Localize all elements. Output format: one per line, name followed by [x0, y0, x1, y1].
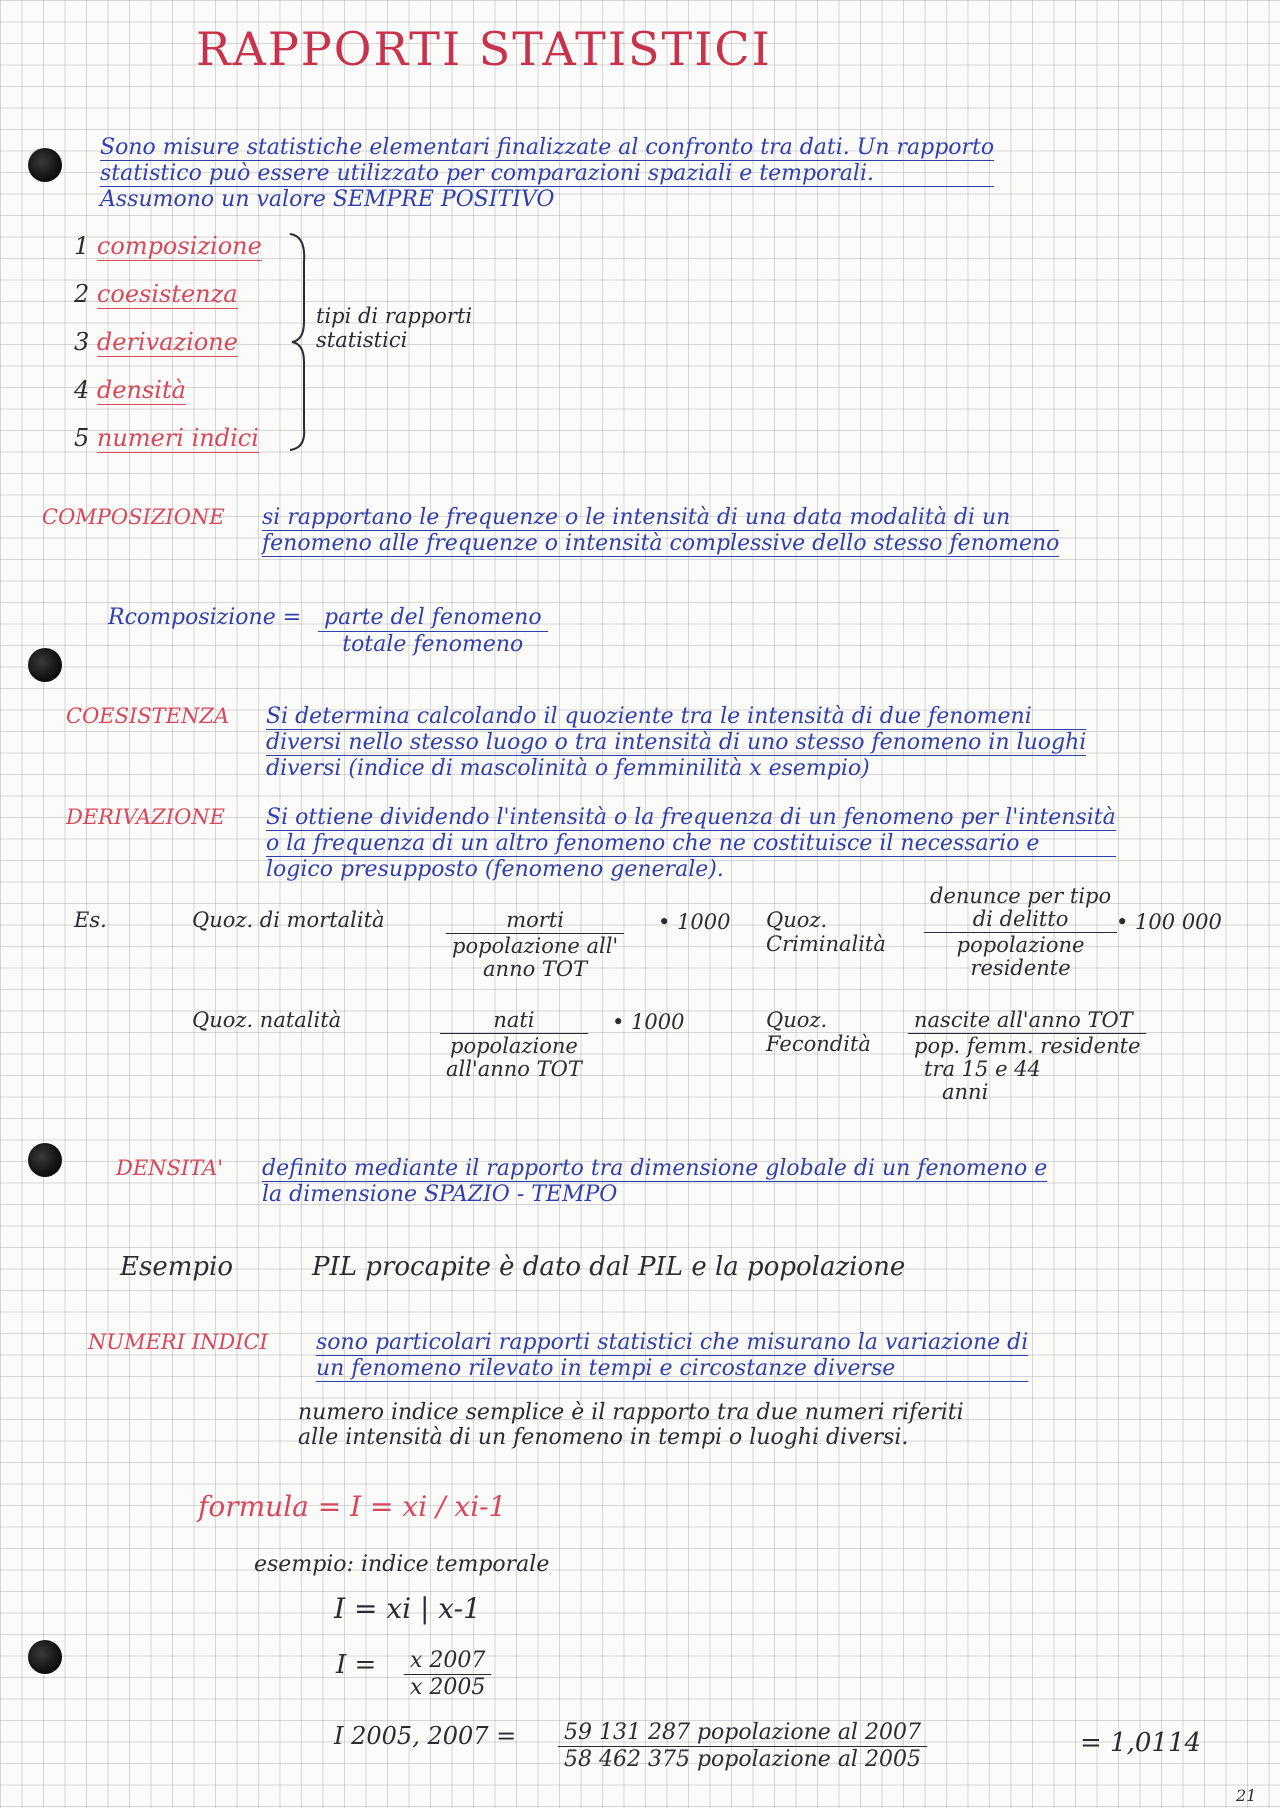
mortalita-fraction: morti popolazione all' anno TOT: [446, 908, 624, 980]
binder-hole: [28, 1143, 62, 1177]
fecondita-fraction: nascite all'anno TOT pop. femm. residente tra 15 e 44 anni: [908, 1008, 1146, 1103]
mortalita-label: Quoz. di mortalità: [192, 908, 385, 932]
intro-line: statistico può essere utilizzato per comparazioni spaziali e temporali.: [100, 161, 994, 187]
list-item-label: densità: [96, 376, 186, 404]
densita-heading: DENSITA': [116, 1156, 224, 1180]
coesistenza-heading: COESISTENZA: [66, 704, 230, 728]
list-caption: tipi di rapporti statistici: [316, 304, 473, 352]
mortalita-multiplier: • 1000: [658, 910, 731, 934]
list-item-label: composizione: [96, 232, 262, 260]
equation-index: I = xi | x-1: [334, 1592, 481, 1625]
binder-hole: [28, 1640, 62, 1674]
densita-example-label: Esempio: [120, 1252, 233, 1282]
list-item: 4 densità: [74, 376, 186, 404]
derivazione-text: Si ottiene dividendo l'intensità o la frequenza di un fenomeno per l'intensità o la frequenza di un altro fenomeno che ne costituisce il necessario e logico presupposto (fenomeno generale).: [266, 805, 1116, 882]
densita-example-text: PIL procapite è dato dal PIL e la popolazione: [312, 1252, 906, 1282]
densita-text: definito mediante il rapporto tra dimensione globale di un fenomeno e la dimensione SPAZIO - TEMPO: [262, 1156, 1048, 1207]
numeri-indici-simple: numero indice semplice è il rapporto tra due numeri riferiti alle intensità di un fenomeno in tempi o luoghi diversi.: [298, 1400, 964, 1450]
numeri-indici-text: sono particolari rapporti statistici che misurano la variazione di un fenomeno rilevato in tempi e circostanze diverse: [316, 1330, 1029, 1381]
page-title: [196, 22, 772, 76]
list-item: 2 coesistenza: [74, 280, 238, 308]
equation-ratio-fraction: $\frac{x 2007}{x 2005}$: [404, 1648, 491, 1699]
list-item-label: derivazione: [96, 328, 238, 356]
equation-result-fraction: 59 131 287 popolazione al 2007 58 462 375 popolazione al 2005: [558, 1720, 927, 1771]
natalita-multiplier: • 1000: [612, 1010, 685, 1034]
composizione-heading: COMPOSIZIONE: [42, 505, 225, 529]
criminalita-fraction: denunce per tipo di delitto popolazione residente: [924, 884, 1117, 979]
numeri-indici-heading: NUMERI INDICI: [88, 1330, 268, 1354]
derivazione-heading: DERIVAZIONE: [66, 805, 225, 829]
fecondita-label: Quoz. Fecondità: [766, 1008, 871, 1056]
intro-line: Sono misure statistiche elementari finalizzate al confronto tra dati. Un rapporto: [100, 135, 995, 160]
numeri-indici-formula: formula = I = xi / xi-1: [198, 1490, 507, 1523]
intro-paragraph: [100, 135, 994, 212]
composizione-formula-label: Rcomposizione =: [108, 605, 302, 630]
equation-ratio-label: I =: [336, 1650, 377, 1680]
list-item: 3 derivazione: [74, 328, 238, 356]
page-title-text: RAPPORTI STATISTICI: [196, 22, 772, 76]
equation-result-value: = 1,0114: [1080, 1728, 1202, 1758]
binder-hole: [28, 148, 62, 182]
criminalita-label: Quoz. Criminalità: [766, 908, 886, 956]
list-item-label: numeri indici: [96, 424, 259, 452]
intro-line: Assumono un valore SEMPRE POSITIVO: [100, 187, 555, 212]
list-item: 5 numeri indici: [74, 424, 259, 452]
list-item-label: coesistenza: [96, 280, 238, 308]
natalita-fraction: nati popolazione all'anno TOT: [440, 1008, 588, 1080]
criminalita-multiplier: • 100 000: [1116, 910, 1222, 934]
natalita-label: Quoz. natalità: [192, 1008, 342, 1032]
equation-result-label: I 2005, 2007 =: [334, 1722, 517, 1750]
composizione-formula: parte del fenomeno totale fenomeno: [318, 605, 548, 656]
binder-hole: [28, 648, 62, 682]
list-item: 1 composizione: [74, 232, 262, 260]
numeri-indici-example-label: esempio: indice temporale: [254, 1552, 550, 1577]
types-list: [74, 232, 262, 472]
page-number: 21: [1236, 1786, 1257, 1805]
coesistenza-text: Si determina calcolando il quoziente tra le intensità di due fenomeni diversi nello stesso luogo o tra intensità di uno stesso fenomeno in luoghi diversi (indice di mascolinità o femminilità x esempio): [266, 704, 1087, 781]
examples-label: Es.: [74, 908, 107, 932]
composizione-text: si rapportano le frequenze o le intensità di una data modalità di un fenomeno alle frequenze o intensità complessive dello stesso fenomeno: [262, 505, 1060, 556]
